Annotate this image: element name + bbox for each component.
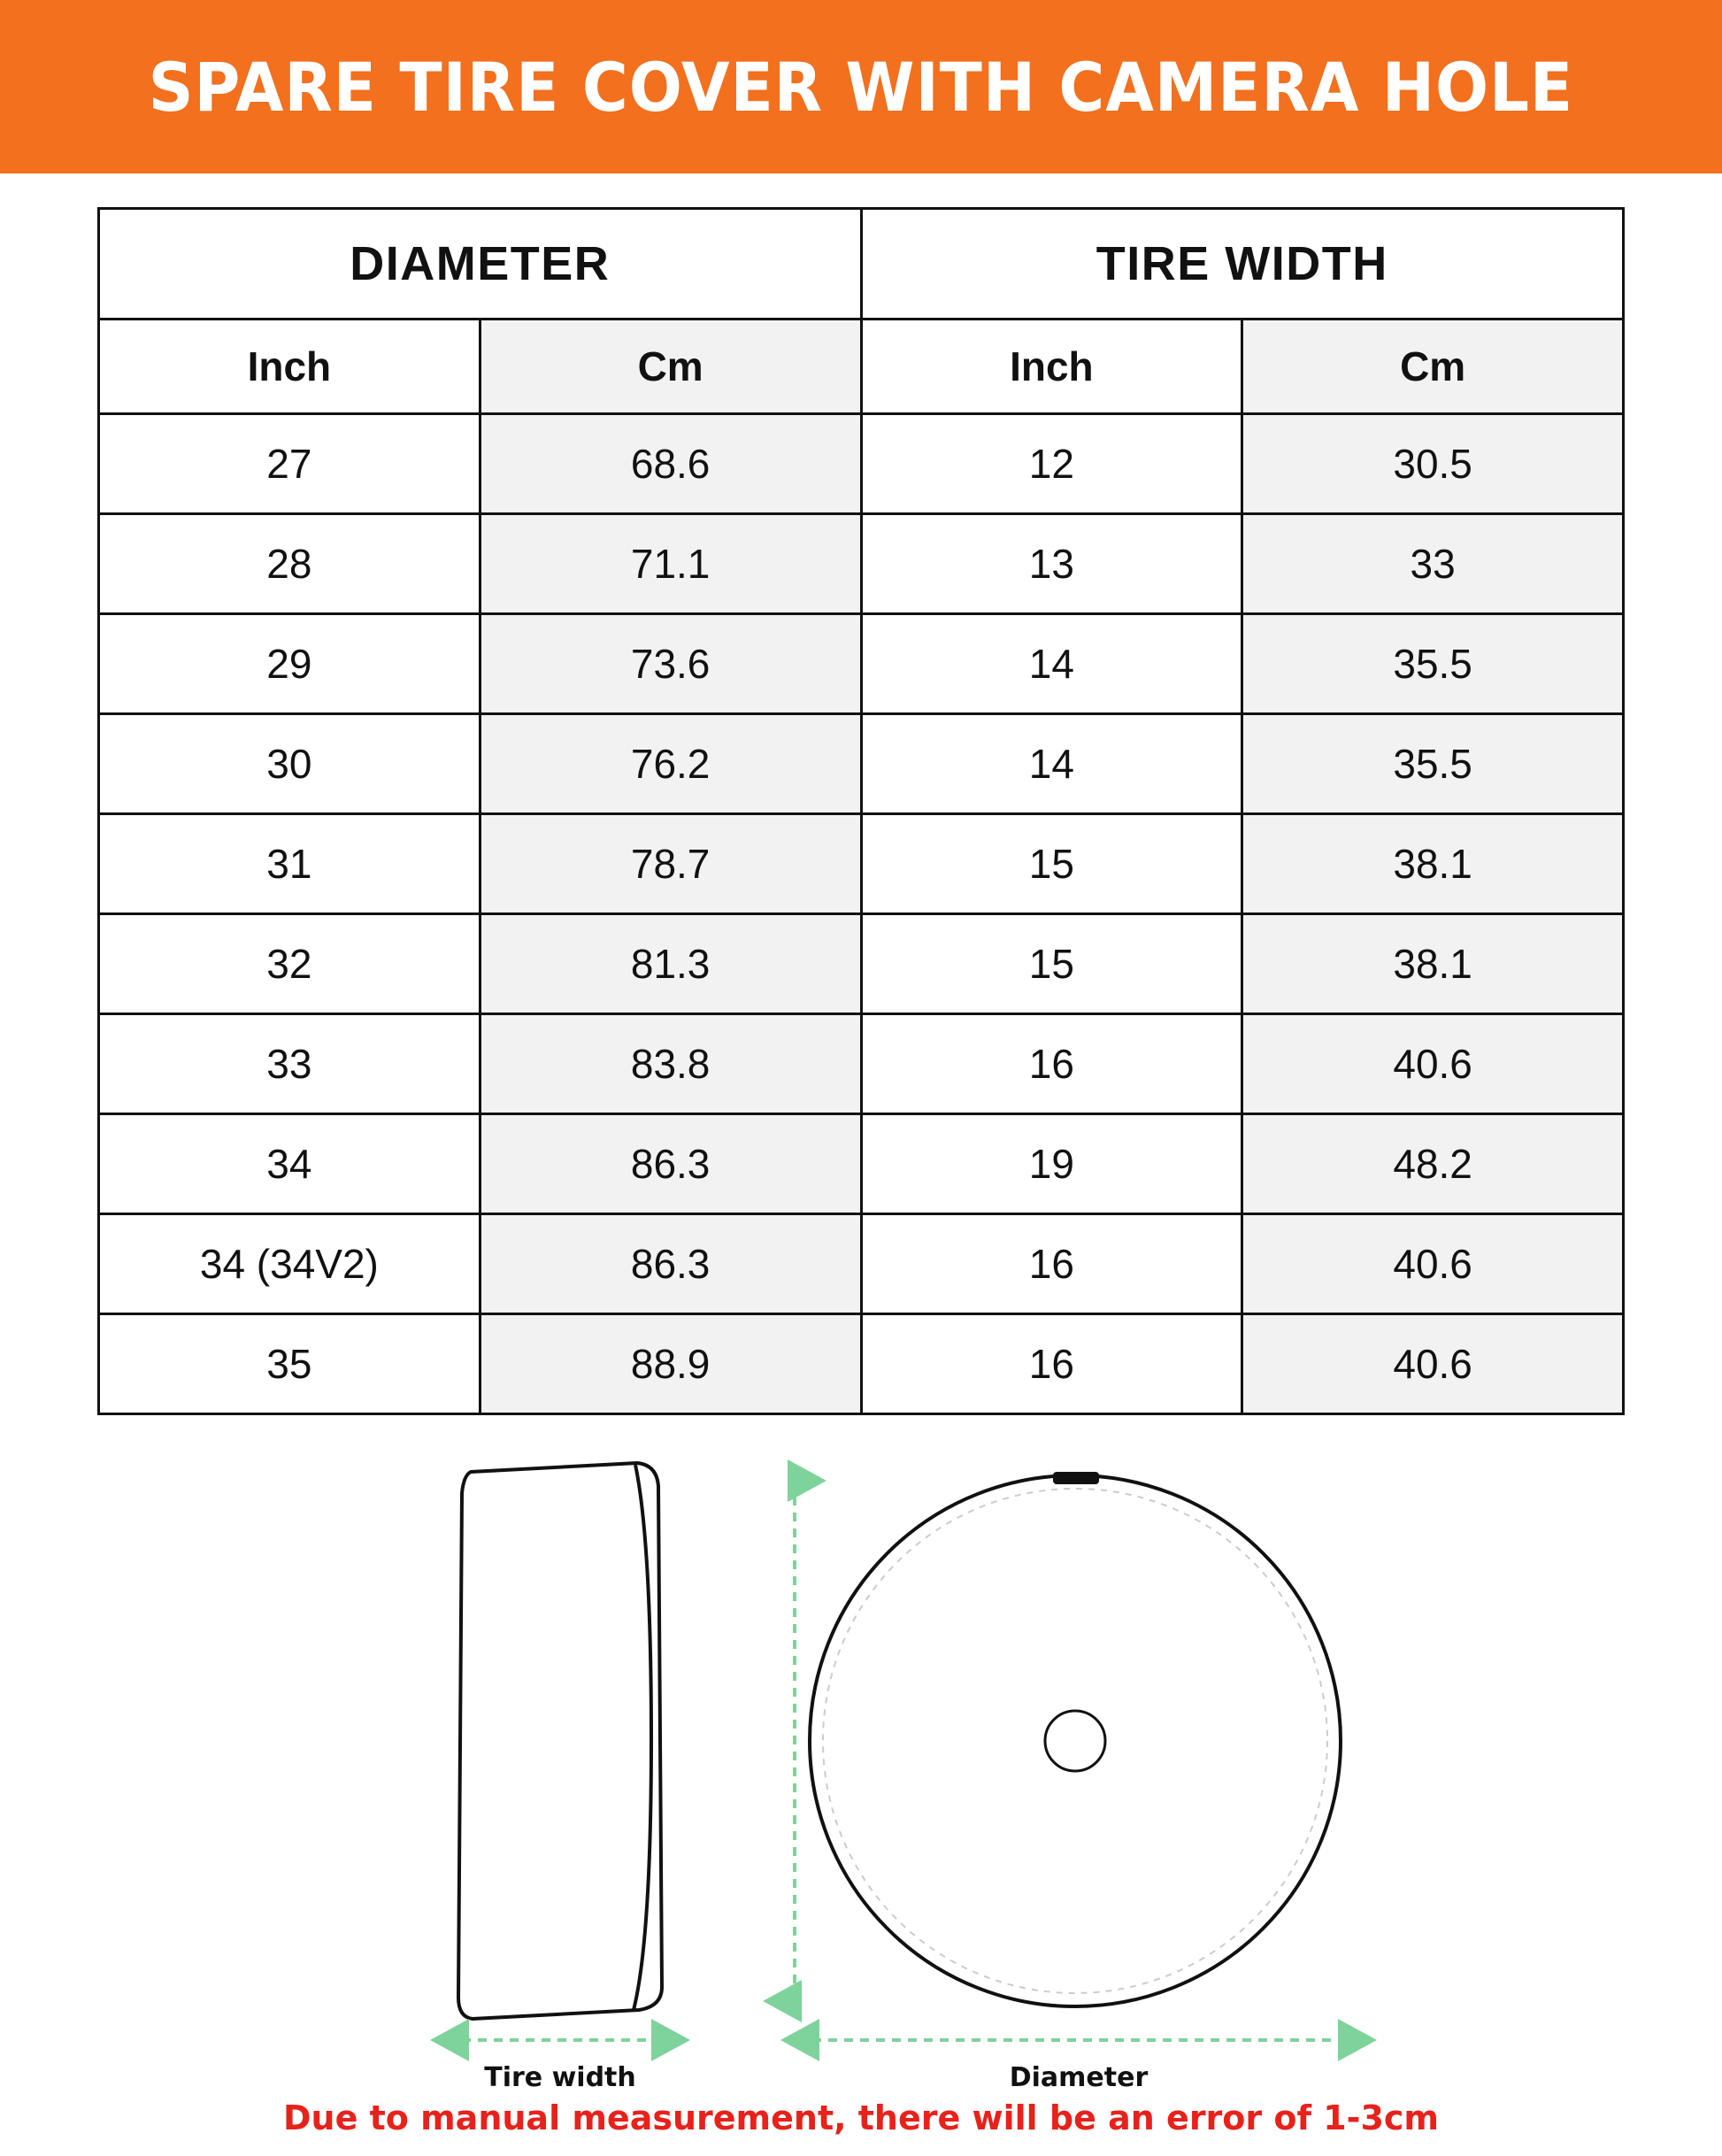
size-chart-table (97, 207, 1625, 1415)
cell-diameter-inch: 33 (99, 1014, 480, 1114)
table-row (99, 1014, 1624, 1114)
table-row (99, 614, 1624, 714)
cell-width-cm: 40.6 (1242, 1314, 1624, 1414)
cell-diameter-cm: 73.6 (480, 614, 861, 714)
cell-width-inch: 16 (861, 1014, 1242, 1114)
cell-width-inch: 14 (861, 714, 1242, 814)
group-header-tire-width: TIRE WIDTH (861, 209, 1624, 320)
cell-width-cm: 38.1 (1242, 914, 1624, 1014)
cell-width-inch: 15 (861, 814, 1242, 914)
cell-width-cm: 35.5 (1242, 714, 1624, 814)
cell-width-inch: 19 (861, 1114, 1242, 1214)
table-row (99, 514, 1624, 614)
header-banner (0, 0, 1722, 173)
cell-diameter-cm: 76.2 (480, 714, 861, 814)
table-row (99, 714, 1624, 814)
table-row (99, 1114, 1624, 1214)
cell-diameter-inch: 34 (99, 1114, 480, 1214)
cell-width-inch: 12 (861, 414, 1242, 514)
cell-diameter-inch: 32 (99, 914, 480, 1014)
cell-diameter-cm: 78.7 (480, 814, 861, 914)
cell-diameter-inch: 27 (99, 414, 480, 514)
cell-diameter-inch: 28 (99, 514, 480, 614)
sub-header-diameter-inch: Inch (99, 320, 480, 414)
measurement-diagram (0, 1456, 1722, 2093)
table-sub-header-row (99, 320, 1624, 414)
measurement-disclaimer: Due to manual measurement, there will be an error of 1-3cm (282, 2098, 1440, 2137)
cell-width-cm: 33 (1242, 514, 1624, 614)
sub-header-width-inch: Inch (861, 320, 1242, 414)
cell-width-cm: 40.6 (1242, 1014, 1624, 1114)
cell-width-cm: 30.5 (1242, 414, 1624, 514)
table-row (99, 814, 1624, 914)
table-group-header-row (99, 209, 1624, 320)
cell-width-inch: 15 (861, 914, 1242, 1014)
cell-diameter-cm: 86.3 (480, 1214, 861, 1314)
cell-diameter-cm: 86.3 (480, 1114, 861, 1214)
table-row (99, 1214, 1624, 1314)
size-chart-table-wrapper (97, 207, 1625, 1415)
cell-diameter-inch: 29 (99, 614, 480, 714)
tire-width-caption: Tire width (484, 2062, 636, 2093)
page-title: SPARE TIRE COVER WITH CAMERA HOLE (148, 47, 1574, 127)
sub-header-diameter-cm: Cm (480, 320, 861, 414)
cell-diameter-inch: 31 (99, 814, 480, 914)
cell-width-inch: 16 (861, 1314, 1242, 1414)
table-row (99, 414, 1624, 514)
cell-diameter-cm: 71.1 (480, 514, 861, 614)
cell-diameter-inch: 34 (34V2) (99, 1214, 480, 1314)
diameter-caption: Diameter (1009, 2062, 1149, 2093)
cell-diameter-cm: 83.8 (480, 1014, 861, 1114)
camera-hole-icon (1053, 1472, 1099, 1484)
table-row (99, 914, 1624, 1014)
front-view-shape (810, 1472, 1341, 2006)
table-row (99, 1314, 1624, 1414)
cell-diameter-inch: 35 (99, 1314, 480, 1414)
cell-diameter-cm: 68.6 (480, 414, 861, 514)
sub-header-width-cm: Cm (1242, 320, 1624, 414)
cell-width-cm: 35.5 (1242, 614, 1624, 714)
cell-width-inch: 16 (861, 1214, 1242, 1314)
cell-width-cm: 38.1 (1242, 814, 1624, 914)
cell-diameter-cm: 88.9 (480, 1314, 861, 1414)
cell-width-inch: 13 (861, 514, 1242, 614)
cell-diameter-cm: 81.3 (480, 914, 861, 1014)
cell-width-cm: 48.2 (1242, 1114, 1624, 1214)
side-view-shape (458, 1463, 662, 2019)
cell-width-inch: 14 (861, 614, 1242, 714)
cell-diameter-inch: 30 (99, 714, 480, 814)
group-header-diameter: DIAMETER (99, 209, 862, 320)
cell-width-cm: 40.6 (1242, 1214, 1624, 1314)
